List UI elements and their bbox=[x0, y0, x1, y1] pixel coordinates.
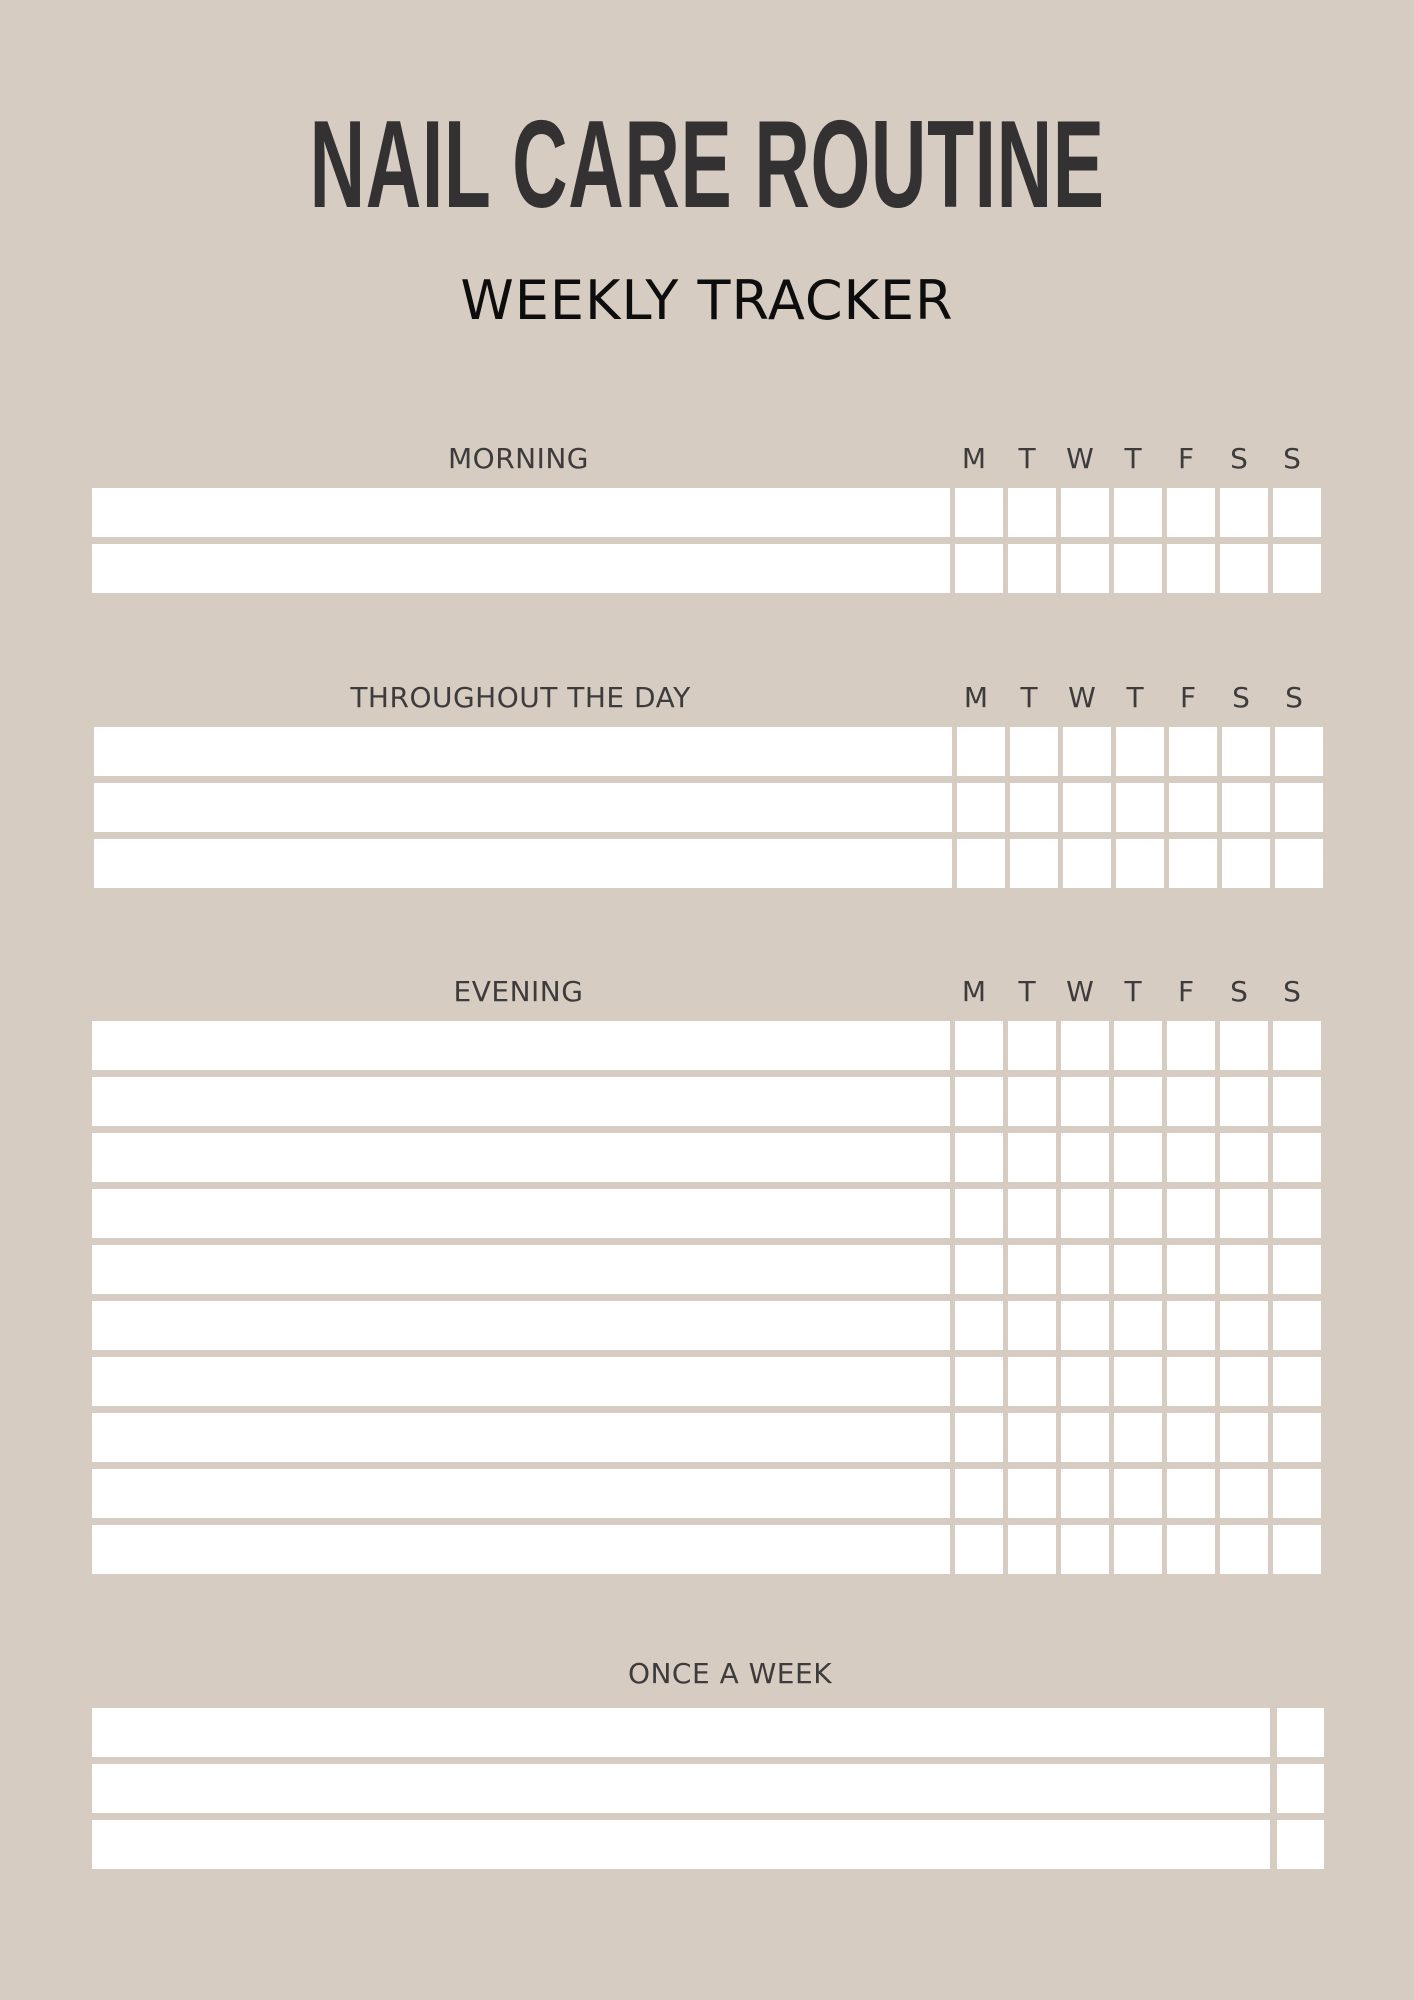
task-field[interactable] bbox=[92, 1525, 950, 1574]
task-field[interactable] bbox=[92, 1245, 950, 1294]
evening-rows bbox=[92, 1021, 1324, 1574]
morning-label: MORNING bbox=[448, 442, 589, 475]
tracker-row bbox=[92, 1245, 1324, 1294]
tracker-row bbox=[92, 1189, 1324, 1238]
day-header-thursday: T bbox=[1126, 681, 1144, 714]
day-checkbox[interactable] bbox=[1167, 1133, 1215, 1182]
day-checkbox[interactable] bbox=[1167, 1469, 1215, 1518]
day-checkbox[interactable] bbox=[1222, 783, 1270, 832]
weekly-checkbox[interactable] bbox=[1277, 1708, 1324, 1757]
tracker-row bbox=[92, 1357, 1324, 1406]
throughout-the-day-section bbox=[94, 671, 1326, 888]
day-checkbox[interactable] bbox=[955, 1189, 1003, 1238]
day-checkbox[interactable] bbox=[1010, 839, 1058, 888]
day-checkbox[interactable] bbox=[1114, 1469, 1162, 1518]
day-header-monday: M bbox=[961, 442, 987, 475]
day-header-tuesday: T bbox=[1018, 442, 1036, 475]
day-checkbox[interactable] bbox=[1273, 1469, 1321, 1518]
task-field[interactable] bbox=[94, 727, 952, 776]
day-checkbox[interactable] bbox=[1273, 1021, 1321, 1070]
day-checkbox[interactable] bbox=[1167, 1245, 1215, 1294]
tracker-row bbox=[92, 1301, 1324, 1350]
day-checkbox[interactable] bbox=[1273, 1189, 1321, 1238]
day-checkbox[interactable] bbox=[1114, 1357, 1162, 1406]
day-checkbox[interactable] bbox=[957, 839, 1005, 888]
evening-day-headers bbox=[950, 975, 1316, 1008]
morning-header bbox=[92, 432, 1324, 488]
day-header-friday: F bbox=[1179, 681, 1197, 714]
day-checkbox[interactable] bbox=[1061, 544, 1109, 593]
day-checkbox[interactable] bbox=[1275, 839, 1323, 888]
day-checkbox[interactable] bbox=[1273, 1525, 1321, 1574]
day-checkbox[interactable] bbox=[1167, 1525, 1215, 1574]
weekly-row bbox=[92, 1764, 1324, 1813]
tracker-row bbox=[94, 839, 1326, 888]
task-field[interactable] bbox=[92, 544, 950, 593]
day-checkbox[interactable] bbox=[1114, 1413, 1162, 1462]
day-header-saturday: S bbox=[1232, 681, 1250, 714]
day-checkbox[interactable] bbox=[955, 1021, 1003, 1070]
throughout-the-day-day-headers bbox=[952, 681, 1318, 714]
day-checkbox[interactable] bbox=[1008, 1413, 1056, 1462]
task-field[interactable] bbox=[92, 488, 950, 537]
day-checkbox[interactable] bbox=[1220, 1357, 1268, 1406]
day-checkbox[interactable] bbox=[1167, 1189, 1215, 1238]
task-field[interactable] bbox=[92, 1469, 950, 1518]
task-field[interactable] bbox=[92, 1021, 950, 1070]
day-header-tuesday: T bbox=[1020, 681, 1038, 714]
task-field[interactable] bbox=[92, 1357, 950, 1406]
day-checkbox[interactable] bbox=[1008, 1133, 1056, 1182]
day-header-saturday: S bbox=[1230, 442, 1248, 475]
evening-label: EVENING bbox=[453, 975, 584, 1008]
tracker-row bbox=[94, 783, 1326, 832]
evening-section bbox=[92, 965, 1324, 1574]
day-checkbox[interactable] bbox=[1114, 488, 1162, 537]
day-checkbox[interactable] bbox=[955, 1301, 1003, 1350]
throughout-the-day-label: THROUGHOUT THE DAY bbox=[350, 681, 691, 714]
morning-day-headers bbox=[950, 442, 1316, 475]
page-title-text: NAIL CARE ROUTINE bbox=[309, 96, 1105, 234]
day-checkbox[interactable] bbox=[1220, 544, 1268, 593]
day-checkbox[interactable] bbox=[1008, 1525, 1056, 1574]
day-checkbox[interactable] bbox=[1008, 544, 1056, 593]
day-checkbox[interactable] bbox=[955, 1133, 1003, 1182]
day-checkbox[interactable] bbox=[1008, 1469, 1056, 1518]
tracker-row bbox=[92, 1021, 1324, 1070]
task-field[interactable] bbox=[94, 783, 952, 832]
day-checkbox[interactable] bbox=[1114, 1021, 1162, 1070]
day-checkbox[interactable] bbox=[1114, 1189, 1162, 1238]
day-checkbox[interactable] bbox=[1273, 1357, 1321, 1406]
task-field[interactable] bbox=[92, 1077, 950, 1126]
day-checkbox[interactable] bbox=[1114, 1301, 1162, 1350]
weekly-checkbox[interactable] bbox=[1277, 1764, 1324, 1813]
day-checkbox[interactable] bbox=[1273, 1245, 1321, 1294]
tracker-row bbox=[92, 488, 1324, 537]
day-checkbox[interactable] bbox=[1222, 727, 1270, 776]
day-checkbox[interactable] bbox=[955, 1413, 1003, 1462]
day-checkbox[interactable] bbox=[1220, 1189, 1268, 1238]
tracker-row bbox=[92, 544, 1324, 593]
day-checkbox[interactable] bbox=[1061, 1189, 1109, 1238]
day-checkbox[interactable] bbox=[1061, 1357, 1109, 1406]
weekly-task-field[interactable] bbox=[92, 1708, 1270, 1757]
day-checkbox[interactable] bbox=[1061, 1413, 1109, 1462]
day-checkbox[interactable] bbox=[1220, 1077, 1268, 1126]
tracker-row bbox=[92, 1077, 1324, 1126]
day-checkbox[interactable] bbox=[955, 1469, 1003, 1518]
day-checkbox[interactable] bbox=[1008, 1021, 1056, 1070]
tracker-row bbox=[92, 1525, 1324, 1574]
day-checkbox[interactable] bbox=[1008, 488, 1056, 537]
day-checkbox[interactable] bbox=[1169, 839, 1217, 888]
once-a-week-section bbox=[92, 1652, 1324, 1869]
day-checkbox[interactable] bbox=[955, 544, 1003, 593]
day-checkbox[interactable] bbox=[1222, 839, 1270, 888]
day-checkbox[interactable] bbox=[1061, 1021, 1109, 1070]
day-header-tuesday: T bbox=[1018, 975, 1036, 1008]
once-a-week-rows bbox=[92, 1708, 1324, 1869]
task-field[interactable] bbox=[92, 1301, 950, 1350]
day-checkbox[interactable] bbox=[1114, 1245, 1162, 1294]
day-checkbox[interactable] bbox=[1008, 1245, 1056, 1294]
day-checkbox[interactable] bbox=[955, 488, 1003, 537]
day-checkbox[interactable] bbox=[1061, 1245, 1109, 1294]
day-checkbox[interactable] bbox=[1116, 727, 1164, 776]
day-header-wednesday: W bbox=[1068, 681, 1096, 714]
task-field[interactable] bbox=[92, 1133, 950, 1182]
day-checkbox[interactable] bbox=[1114, 544, 1162, 593]
day-header-sunday: S bbox=[1283, 975, 1301, 1008]
day-checkbox[interactable] bbox=[1063, 727, 1111, 776]
day-checkbox[interactable] bbox=[1220, 1525, 1268, 1574]
day-checkbox[interactable] bbox=[1167, 1357, 1215, 1406]
day-checkbox[interactable] bbox=[1220, 1413, 1268, 1462]
day-checkbox[interactable] bbox=[1061, 1301, 1109, 1350]
evening-header bbox=[92, 965, 1324, 1021]
day-checkbox[interactable] bbox=[1220, 1133, 1268, 1182]
morning-rows bbox=[92, 488, 1324, 593]
task-field[interactable] bbox=[92, 1413, 950, 1462]
day-header-thursday: T bbox=[1124, 975, 1142, 1008]
day-checkbox[interactable] bbox=[1114, 1077, 1162, 1126]
day-header-friday: F bbox=[1177, 442, 1195, 475]
day-checkbox[interactable] bbox=[955, 1245, 1003, 1294]
weekly-checkbox[interactable] bbox=[1277, 1820, 1324, 1869]
day-header-monday: M bbox=[961, 975, 987, 1008]
day-checkbox[interactable] bbox=[1010, 783, 1058, 832]
day-checkbox[interactable] bbox=[1061, 488, 1109, 537]
day-checkbox[interactable] bbox=[1063, 839, 1111, 888]
day-checkbox[interactable] bbox=[1169, 727, 1217, 776]
day-checkbox[interactable] bbox=[957, 727, 1005, 776]
day-checkbox[interactable] bbox=[1061, 1133, 1109, 1182]
weekly-row bbox=[92, 1820, 1324, 1869]
weekly-task-field[interactable] bbox=[92, 1820, 1270, 1869]
page-subtitle: WEEKLY TRACKER bbox=[460, 269, 954, 332]
day-header-monday: M bbox=[963, 681, 989, 714]
day-checkbox[interactable] bbox=[1220, 1021, 1268, 1070]
day-checkbox[interactable] bbox=[955, 1357, 1003, 1406]
day-checkbox[interactable] bbox=[1167, 488, 1215, 537]
day-checkbox[interactable] bbox=[957, 783, 1005, 832]
day-checkbox[interactable] bbox=[1220, 1301, 1268, 1350]
day-checkbox[interactable] bbox=[1008, 1301, 1056, 1350]
day-header-saturday: S bbox=[1230, 975, 1248, 1008]
day-checkbox[interactable] bbox=[1008, 1357, 1056, 1406]
day-checkbox[interactable] bbox=[1061, 1525, 1109, 1574]
day-checkbox[interactable] bbox=[1167, 1413, 1215, 1462]
tracker-row bbox=[94, 727, 1326, 776]
day-checkbox[interactable] bbox=[1275, 783, 1323, 832]
day-checkbox[interactable] bbox=[1220, 1245, 1268, 1294]
day-checkbox[interactable] bbox=[1116, 783, 1164, 832]
task-field[interactable] bbox=[92, 1189, 950, 1238]
tracker-row bbox=[92, 1133, 1324, 1182]
day-checkbox[interactable] bbox=[1114, 1133, 1162, 1182]
day-checkbox[interactable] bbox=[1063, 783, 1111, 832]
day-checkbox[interactable] bbox=[1008, 1077, 1056, 1126]
weekly-task-field[interactable] bbox=[92, 1764, 1270, 1813]
day-checkbox[interactable] bbox=[1114, 1525, 1162, 1574]
day-checkbox[interactable] bbox=[1273, 1077, 1321, 1126]
day-header-wednesday: W bbox=[1066, 975, 1094, 1008]
day-checkbox[interactable] bbox=[1169, 783, 1217, 832]
day-checkbox[interactable] bbox=[1273, 1133, 1321, 1182]
day-checkbox[interactable] bbox=[1061, 1469, 1109, 1518]
day-checkbox[interactable] bbox=[1275, 727, 1323, 776]
tracker-row bbox=[92, 1469, 1324, 1518]
tracker-row bbox=[92, 1413, 1324, 1462]
day-header-thursday: T bbox=[1124, 442, 1142, 475]
day-header-sunday: S bbox=[1283, 442, 1301, 475]
once-a-week-label: ONCE A WEEK bbox=[627, 1657, 833, 1690]
task-field[interactable] bbox=[94, 839, 952, 888]
day-checkbox[interactable] bbox=[1010, 727, 1058, 776]
day-checkbox[interactable] bbox=[1008, 1189, 1056, 1238]
day-checkbox[interactable] bbox=[1273, 1301, 1321, 1350]
throughout-the-day-header bbox=[94, 671, 1326, 727]
day-checkbox[interactable] bbox=[955, 1077, 1003, 1126]
day-checkbox[interactable] bbox=[955, 1525, 1003, 1574]
day-checkbox[interactable] bbox=[1167, 1021, 1215, 1070]
day-checkbox[interactable] bbox=[1061, 1077, 1109, 1126]
day-checkbox[interactable] bbox=[1220, 488, 1268, 537]
day-checkbox[interactable] bbox=[1273, 488, 1321, 537]
day-header-wednesday: W bbox=[1066, 442, 1094, 475]
day-checkbox[interactable] bbox=[1220, 1469, 1268, 1518]
day-checkbox[interactable] bbox=[1167, 1301, 1215, 1350]
day-header-sunday: S bbox=[1285, 681, 1303, 714]
day-checkbox[interactable] bbox=[1273, 1413, 1321, 1462]
weekly-row bbox=[92, 1708, 1324, 1757]
page-title bbox=[0, 96, 1414, 234]
throughout-the-day-rows bbox=[94, 727, 1326, 888]
day-checkbox[interactable] bbox=[1116, 839, 1164, 888]
day-header-friday: F bbox=[1177, 975, 1195, 1008]
morning-section bbox=[92, 432, 1324, 593]
day-checkbox[interactable] bbox=[1273, 544, 1321, 593]
day-checkbox[interactable] bbox=[1167, 544, 1215, 593]
day-checkbox[interactable] bbox=[1167, 1077, 1215, 1126]
